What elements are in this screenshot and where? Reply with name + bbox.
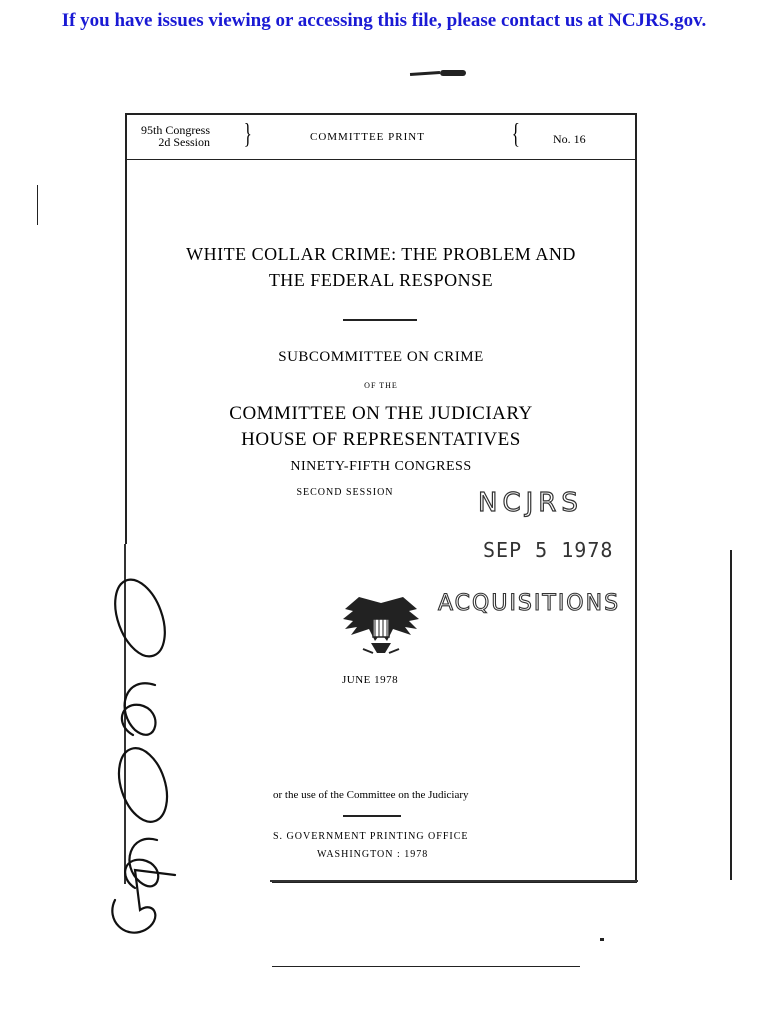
- scan-speck: [730, 550, 732, 880]
- received-date-stamp: SEP 5 1978: [483, 538, 614, 562]
- access-notice-banner: If you have issues viewing or accessing this file, please contact us at NCJRS.gov.: [61, 10, 707, 31]
- title-line-1: WHITE COLLAR CRIME: THE PROBLEM AND: [186, 244, 576, 264]
- divider-rule-bottom: [343, 815, 401, 817]
- header-row: [127, 115, 635, 160]
- congress-number: 95th Congress: [141, 123, 210, 137]
- scan-speck: [270, 966, 580, 967]
- session-number: 2d Session: [158, 135, 210, 149]
- session-line: SECOND SESSION: [296, 487, 394, 498]
- acquisitions-stamp: ACQUISITIONS: [438, 591, 621, 616]
- paper-slip-edge: [270, 880, 638, 882]
- for-use-note: or the use of the Committee on the Judiciary: [273, 789, 469, 801]
- title-line-2: THE FEDERAL RESPONSE: [268, 270, 494, 290]
- of-the-text: OF THE: [364, 381, 398, 390]
- committee-print-label: COMMITTEE PRINT: [310, 131, 425, 143]
- eagle-seal-icon: [339, 593, 423, 663]
- brace-left: }: [243, 119, 252, 150]
- document-title: [127, 241, 635, 293]
- printing-office: S. GOVERNMENT PRINTING OFFICE: [273, 831, 469, 842]
- printing-city-year: WASHINGTON : 1978: [317, 849, 429, 860]
- print-number: No. 16: [553, 132, 586, 146]
- brace-right: {: [511, 119, 520, 150]
- committee-line: COMMITTEE ON THE JUDICIARY: [229, 403, 533, 424]
- committee-name: [127, 401, 635, 453]
- scan-speck: [37, 185, 38, 225]
- publication-date: JUNE 1978: [342, 674, 399, 686]
- scan-speck: [440, 70, 466, 76]
- congress-session-label: [141, 124, 210, 148]
- congress-line: NINETY-FIFTH CONGRESS: [290, 459, 472, 474]
- scan-speck: [600, 938, 604, 941]
- house-line: HOUSE OF REPRESENTATIVES: [241, 429, 521, 450]
- subcommittee-name: SUBCOMMITTEE ON CRIME: [278, 349, 484, 365]
- handwritten-number: [85, 570, 195, 950]
- ncjrs-stamp: NCJRS: [478, 488, 583, 518]
- divider-rule: [343, 319, 417, 321]
